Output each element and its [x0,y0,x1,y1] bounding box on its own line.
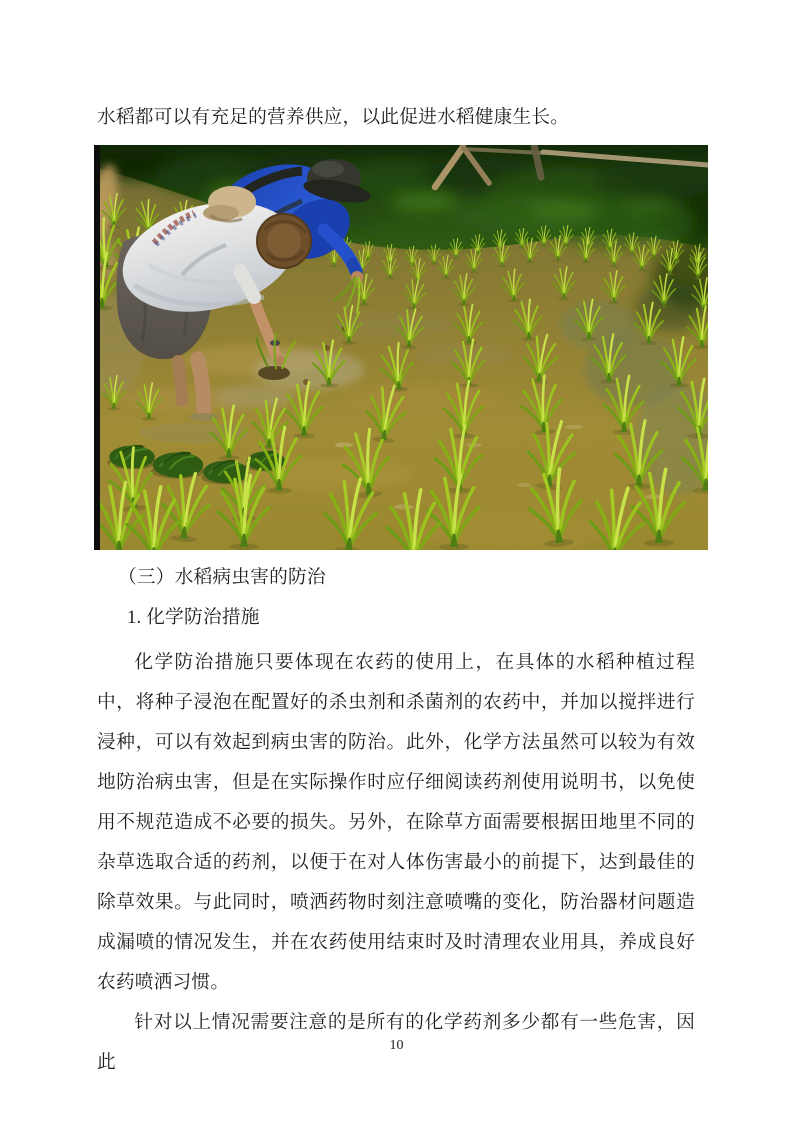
rice-paddy-photo [94,145,708,550]
text-column [97,558,695,1083]
body-paragraph-1: 化学防治措施只要体现在农药的使用上，在具体的水稻种植过程中，将种子浸泡在配置好的杀虫剂和杀菌剂的农药中，并加以搅拌进行浸种，可以有效起到病虫害的防治。此外，化学方法虽然可以较为有效地防治病虫害，但是在实际操作时应仔细阅读药剂使用说明书，以免使用不规范造成不必要的损失。另外，在除草方面需要根据田地里不同的杂草选取合适的药剂，以便于在对人体伤害最小的前提下，达到最佳的除草效果。与此同时，喷洒药物时刻注意喷嘴的变化，防治器材问题造成漏喷的情况发生，并在农药使用结束时及时清理农业用具，养成良好农药喷洒习惯。 [97,652,695,993]
section-subheading: 1. 化学防治措施 [127,607,260,628]
photo-edge-strip [94,145,100,550]
page-number: 10 [389,1038,404,1053]
section-heading: （三）水稻病虫害的防治 [118,567,326,588]
intro-paragraph-line: 水稻都可以有充足的营养供应，以此促进水稻健康生长。 [97,107,570,128]
rice-paddy-illustration [94,145,708,550]
body-paragraph-2: 针对以上情况需要注意的是所有的化学药剂多少都有一些危害，因此 [97,1012,695,1073]
